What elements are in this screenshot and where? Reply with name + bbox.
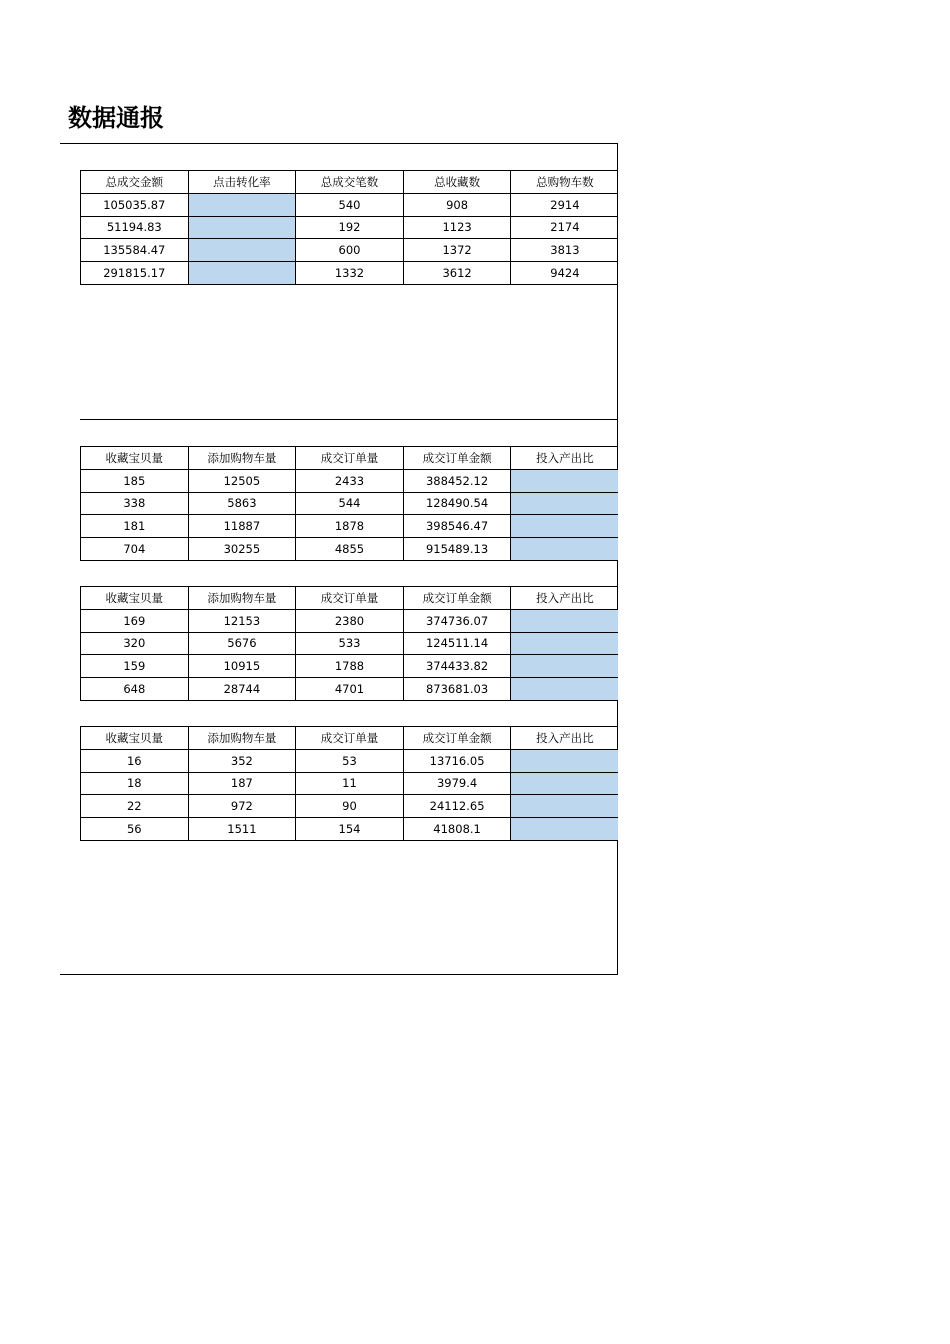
cell[interactable]: 5863 (188, 492, 296, 515)
cell[interactable]: 338 (81, 492, 189, 515)
cell[interactable]: 2380 (296, 609, 404, 632)
header-row (81, 727, 619, 750)
cell[interactable]: 3979.4 (403, 772, 511, 795)
cell[interactable]: 51194.83 (81, 216, 189, 239)
table-row (81, 216, 619, 239)
cell[interactable]: 169 (81, 609, 189, 632)
cell[interactable] (188, 216, 296, 239)
cell[interactable]: 187 (188, 772, 296, 795)
cell[interactable]: 9424 (511, 262, 619, 285)
cell[interactable]: 56 (81, 818, 189, 841)
cell[interactable] (511, 609, 619, 632)
table-row (81, 538, 619, 561)
header-cell: 收藏宝贝量 (81, 587, 189, 610)
table-row (81, 515, 619, 538)
cell[interactable]: 704 (81, 538, 189, 561)
cell[interactable]: 18 (81, 772, 189, 795)
promo-table-1 (80, 446, 618, 561)
header-cell: 总收藏数 (403, 171, 511, 194)
promo-table-3 (80, 726, 618, 841)
cell[interactable]: 533 (296, 632, 404, 655)
cell[interactable] (188, 193, 296, 216)
header-row (81, 447, 619, 470)
cell[interactable]: 1511 (188, 818, 296, 841)
cell[interactable]: 1123 (403, 216, 511, 239)
header-cell: 投入产出比 (511, 587, 619, 610)
cell[interactable]: 648 (81, 678, 189, 701)
cell[interactable]: 11887 (188, 515, 296, 538)
cell[interactable] (511, 538, 619, 561)
cell[interactable]: 540 (296, 193, 404, 216)
cell[interactable]: 600 (296, 239, 404, 262)
cell[interactable]: 291815.17 (81, 262, 189, 285)
cell[interactable]: 873681.03 (403, 678, 511, 701)
header-row (81, 171, 619, 194)
cell[interactable]: 124511.14 (403, 632, 511, 655)
cell[interactable]: 10915 (188, 655, 296, 678)
table-row (81, 772, 619, 795)
cell[interactable]: 908 (403, 193, 511, 216)
header-cell: 成交订单金额 (403, 447, 511, 470)
cell[interactable]: 24112.65 (403, 795, 511, 818)
cell[interactable]: 12153 (188, 609, 296, 632)
header-row (81, 587, 619, 610)
header-cell: 成交订单金额 (403, 727, 511, 750)
cell[interactable]: 28744 (188, 678, 296, 701)
cell[interactable]: 192 (296, 216, 404, 239)
cell[interactable]: 352 (188, 749, 296, 772)
table-row (81, 655, 619, 678)
table-row (81, 818, 619, 841)
cell[interactable]: 5676 (188, 632, 296, 655)
section-divider (80, 419, 618, 420)
table-row (81, 795, 619, 818)
cell[interactable]: 13716.05 (403, 749, 511, 772)
cell[interactable]: 320 (81, 632, 189, 655)
cell[interactable] (188, 239, 296, 262)
cell[interactable]: 41808.1 (403, 818, 511, 841)
cell[interactable] (511, 772, 619, 795)
table-row (81, 609, 619, 632)
cell[interactable]: 90 (296, 795, 404, 818)
header-cell: 成交订单量 (296, 447, 404, 470)
header-cell: 点击转化率 (188, 171, 296, 194)
table-row (81, 632, 619, 655)
cell[interactable]: 2914 (511, 193, 619, 216)
cell[interactable] (511, 678, 619, 701)
cell[interactable]: 159 (81, 655, 189, 678)
cell[interactable]: 1788 (296, 655, 404, 678)
cell[interactable]: 105035.87 (81, 193, 189, 216)
cell[interactable]: 53 (296, 749, 404, 772)
cell[interactable]: 11 (296, 772, 404, 795)
cell[interactable]: 154 (296, 818, 404, 841)
header-cell: 投入产出比 (511, 447, 619, 470)
table-row (81, 492, 619, 515)
table-row (81, 193, 619, 216)
table-row (81, 678, 619, 701)
cell[interactable]: 544 (296, 492, 404, 515)
cell[interactable]: 181 (81, 515, 189, 538)
header-cell: 投入产出比 (511, 727, 619, 750)
cell[interactable]: 135584.47 (81, 239, 189, 262)
cell[interactable]: 915489.13 (403, 538, 511, 561)
cell[interactable]: 30255 (188, 538, 296, 561)
cell[interactable]: 398546.47 (403, 515, 511, 538)
cell[interactable]: 3612 (403, 262, 511, 285)
cell[interactable]: 972 (188, 795, 296, 818)
table-row (81, 239, 619, 262)
header-cell: 成交订单量 (296, 587, 404, 610)
cell[interactable] (511, 632, 619, 655)
table-row (81, 749, 619, 772)
header-cell: 总购物车数 (511, 171, 619, 194)
cell[interactable]: 374433.82 (403, 655, 511, 678)
header-cell: 添加购物车量 (188, 727, 296, 750)
cell[interactable] (511, 469, 619, 492)
cell[interactable]: 3813 (511, 239, 619, 262)
header-cell: 添加购物车量 (188, 587, 296, 610)
header-cell: 收藏宝贝量 (81, 727, 189, 750)
cell[interactable] (188, 262, 296, 285)
header-cell: 收藏宝贝量 (81, 447, 189, 470)
report-title-text: 数据通报 (68, 104, 164, 132)
cell[interactable] (511, 492, 619, 515)
cell[interactable]: 4701 (296, 678, 404, 701)
cell[interactable]: 1878 (296, 515, 404, 538)
cell[interactable]: 388452.12 (403, 469, 511, 492)
summary-table (80, 170, 618, 285)
cell[interactable] (511, 655, 619, 678)
cell[interactable]: 1332 (296, 262, 404, 285)
cell[interactable]: 128490.54 (403, 492, 511, 515)
cell[interactable] (511, 795, 619, 818)
cell[interactable]: 4855 (296, 538, 404, 561)
cell[interactable]: 374736.07 (403, 609, 511, 632)
cell[interactable] (511, 749, 619, 772)
promo-table-2 (80, 586, 618, 701)
cell[interactable] (511, 818, 619, 841)
table-row (81, 469, 619, 492)
header-cell: 总成交金额 (81, 171, 189, 194)
cell[interactable]: 2433 (296, 469, 404, 492)
cell[interactable]: 1372 (403, 239, 511, 262)
report-title (60, 96, 260, 134)
header-cell: 成交订单金额 (403, 587, 511, 610)
cell[interactable]: 16 (81, 749, 189, 772)
cell[interactable]: 12505 (188, 469, 296, 492)
cell[interactable] (511, 515, 619, 538)
table-row (81, 262, 619, 285)
header-cell: 添加购物车量 (188, 447, 296, 470)
header-cell: 成交订单量 (296, 727, 404, 750)
cell[interactable]: 22 (81, 795, 189, 818)
cell[interactable]: 185 (81, 469, 189, 492)
header-cell: 总成交笔数 (296, 171, 404, 194)
cell[interactable]: 2174 (511, 216, 619, 239)
